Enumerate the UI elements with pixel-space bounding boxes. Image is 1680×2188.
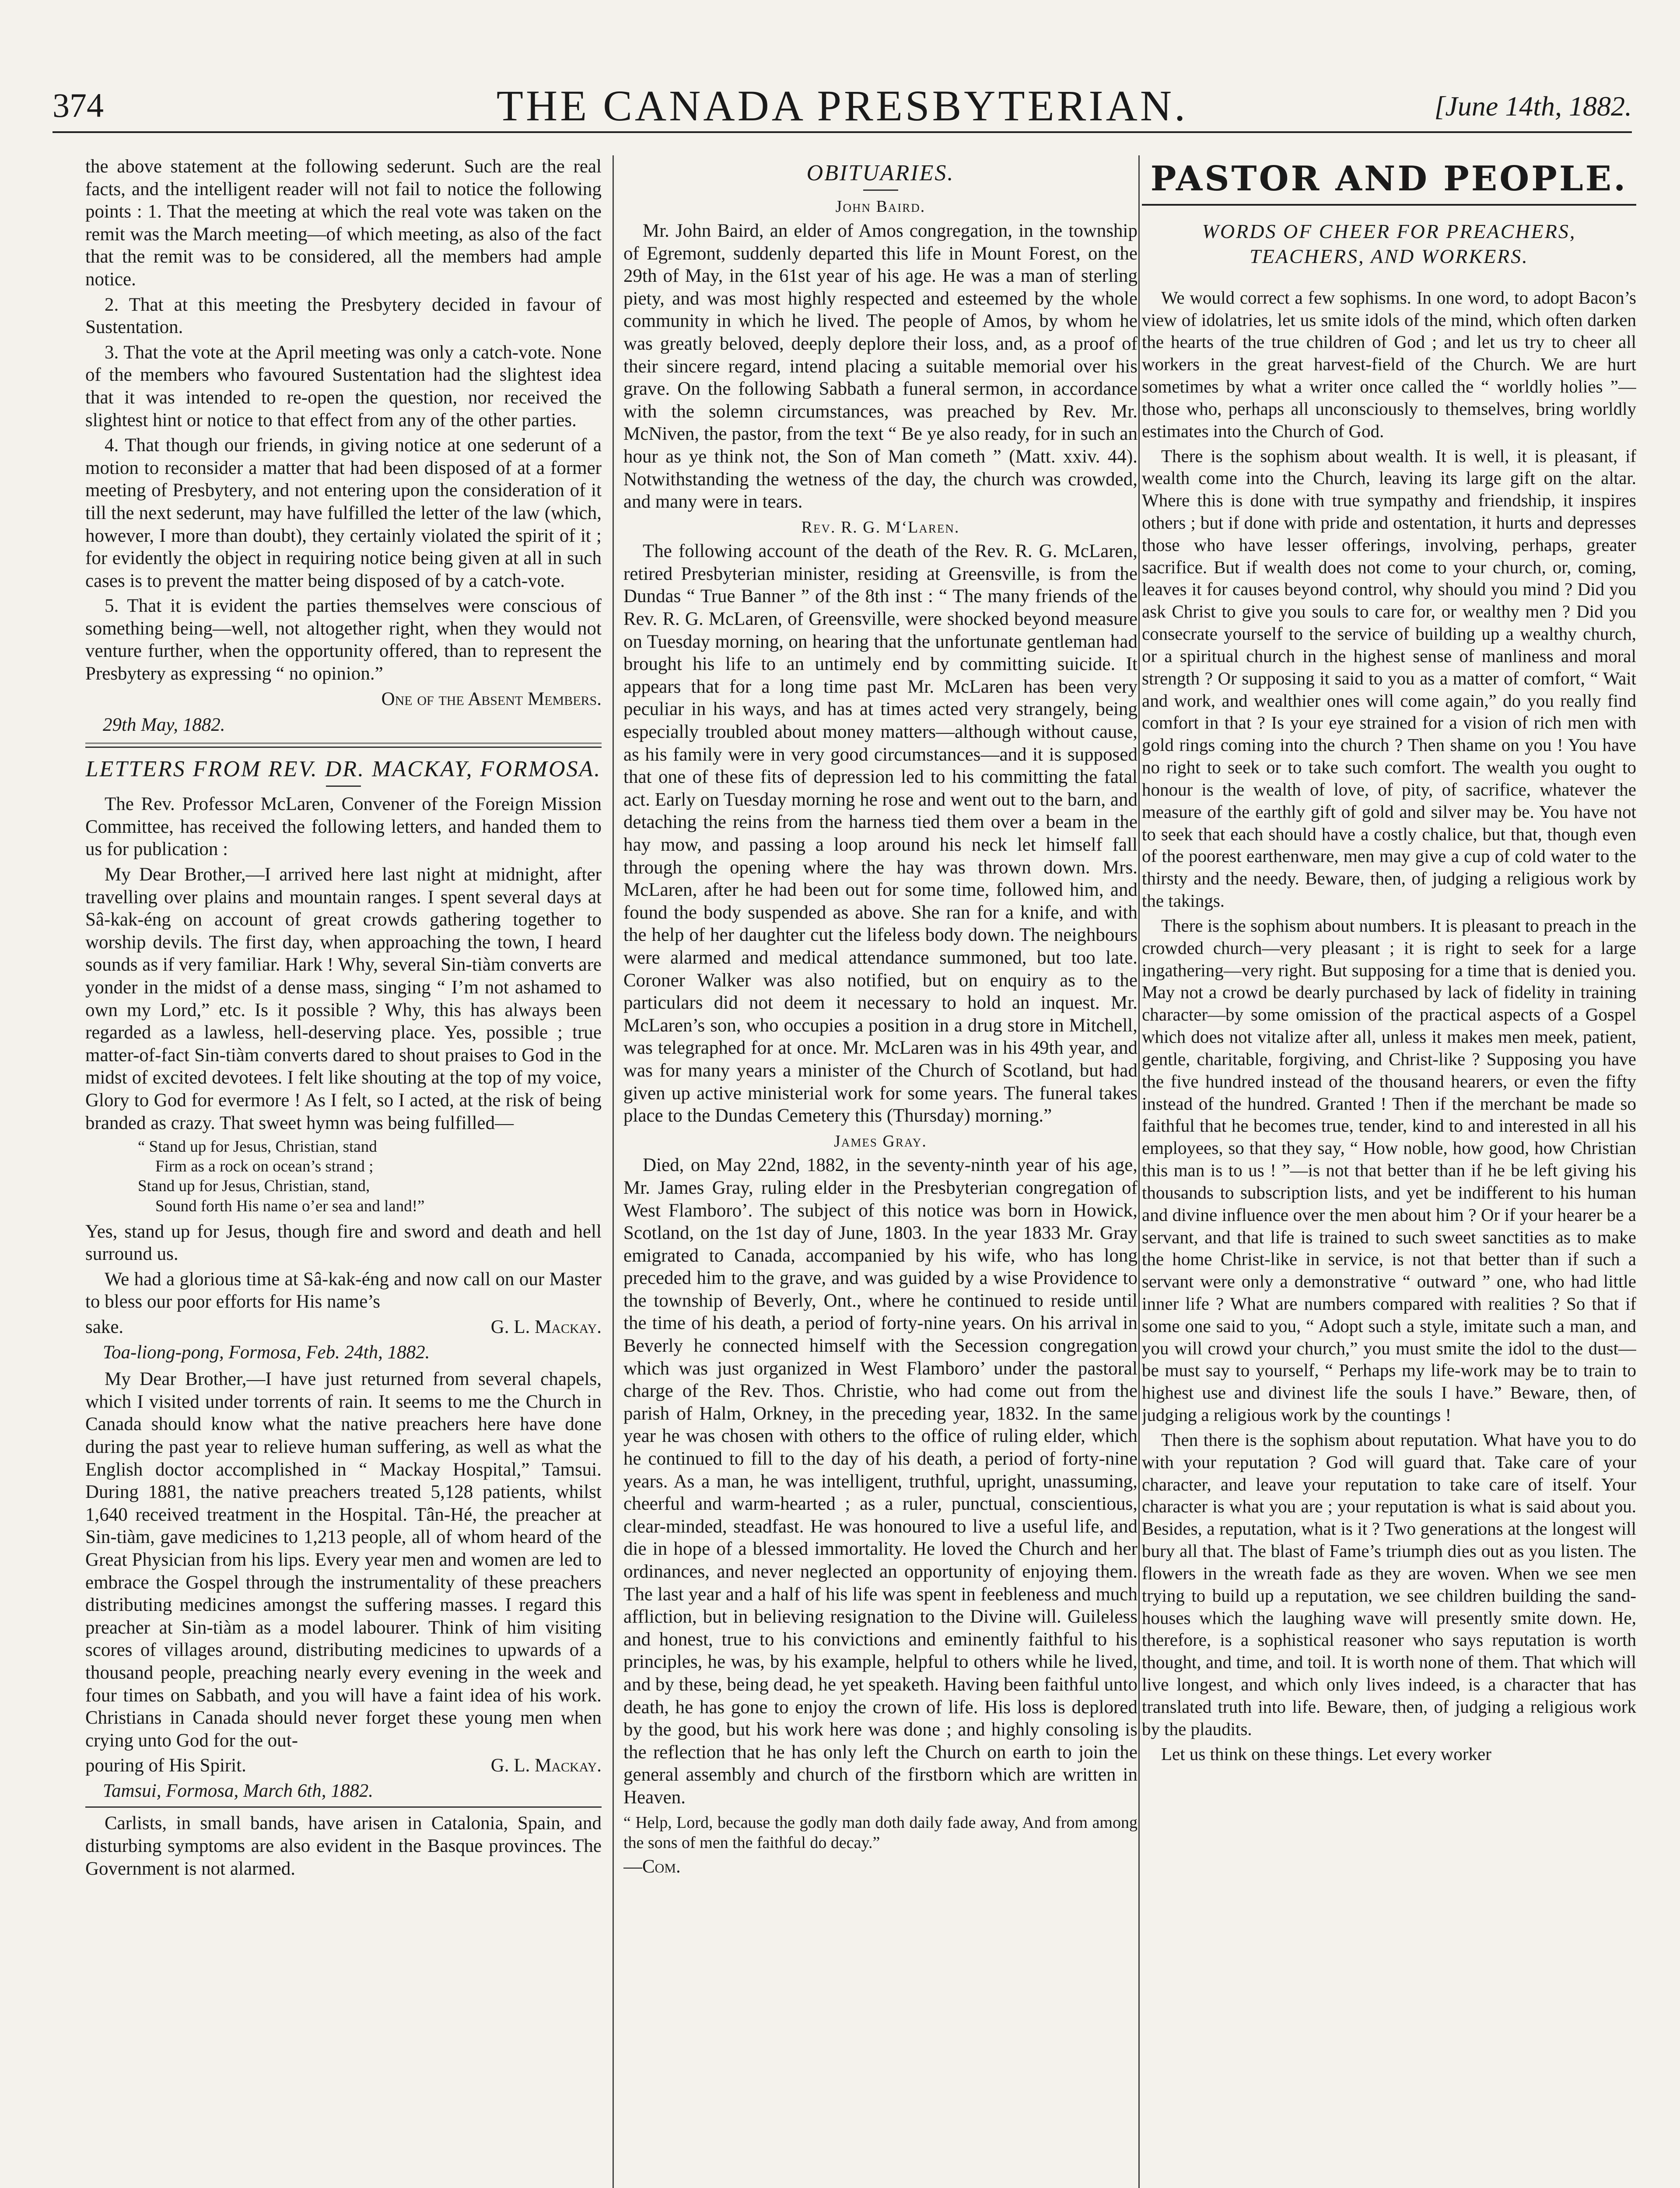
article-title: WORDS OF CHEER FOR PREACHERS, TEACHERS, AND WORKERS. — [1202, 220, 1576, 268]
verse-line: “ Stand up for Jesus, Christian, stand — [138, 1138, 377, 1156]
paragraph: The Rev. Professor McLaren, Convener of the Foreign Mission Committee, has received the following letters, and handed them to us for publication : — [85, 794, 602, 860]
paragraph: 2. That at this meeting the Presbytery decided in favour of Sustentation. — [85, 294, 602, 338]
dateline: 29th May, 1882. — [103, 715, 225, 736]
section-banner: PASTOR AND PEOPLE. — [1150, 159, 1628, 199]
page-header — [52, 74, 1632, 133]
article-title: LETTERS FROM REV. DR. MACKAY, FORMOSA. — [85, 756, 602, 782]
verse-line: Firm as a rock on ocean’s strand ; — [155, 1157, 374, 1176]
news-paragraph: Carlists, in small bands, have arisen in Catalonia, Spain, and disturbing symptoms are also evident in the Basque provinces. The Government is not alarmed. — [85, 1813, 602, 1879]
paragraph: Yes, stand up for Jesus, though fire and sword and death and hell surround us. — [85, 1221, 602, 1265]
paragraph: Mr. John Baird, an elder of Amos congregation, in the township of Egremont, suddenly departed this life in Mount Forest, on the 29th of May, in the 61st year of his age. He was a man of sterling piety, and was most highly respected and esteemed by the whole community in which he lived. The people of Amos, by whom he was greatly beloved, deeply deplore their loss, and, as a proof of their sincere regard, intend placing a suitable memorial over his grave. On the following Sabbath a funeral sermon, in accordance with the solemn circumstances, was preached by Rev. Mr. McNiven, the pastor, from the text “ Be ye also ready, for in such an hour as ye think not, the Son of Man cometh ” (Matt. xxiv. 44). Notwithstanding the wetness of the day, the church was crowded, and many were in tears. — [623, 220, 1138, 512]
signature: G. L. Mackay. — [490, 1317, 602, 1338]
obituary-name: James Gray. — [834, 1132, 927, 1150]
letter-paragraph: My Dear Brother,—I arrived here last night at midnight, after travelling over plains and mountain ranges. I spent several days at Sâ-kak-éng on account of great crowds gathering together to worship devils. The first day, when approaching the town, I heard sounds as if very familiar. Hark ! Why, several Sin-tiàm converts are yonder in the midst of a dense mass, singing “ I’m not ashamed to own my Lord,” etc. Is it possible ? Why, this has always been regarded as a lawless, hell-deserving place. Yes, possible ; true matter-of-fact Sin-tiàm converts dared to shout praises to God in the midst of excited devotees. I felt like shouting at the top of my voice, Glory to God for evermore ! As I felt, so I acted, at the risk of being branded as crazy. That sweet hymn was being fulfilled— — [85, 864, 602, 1133]
column-left — [85, 155, 602, 2188]
letter-place-date: Toa-liong-pong, Formosa, Feb. 24th, 1882. — [103, 1342, 430, 1363]
banner-rule — [1142, 204, 1636, 206]
page-number: 374 — [52, 86, 104, 124]
paragraph: We had a glorious time at Sâ-kak-éng and now call on our Master to bless our poor efforts for His name’s — [85, 1269, 602, 1312]
paragraph: 4. That though our friends, in giving notice at one sederunt of a motion to reconsider a matter that had been disposed of at a former meeting of Presbytery, and not entering upon the consideration of it till the next sederunt, may have fulfilled the letter of the law (which, however, I more than doubt), they certainly violated the spirit of it ; for evidently the object in requiring notice being given at all in such cases is to prevent the matter being disposed of by a catch-vote. — [85, 435, 602, 591]
letter-place-date: Tamsui, Formosa, March 6th, 1882. — [103, 1780, 373, 1801]
paragraph: Then there is the sophism about reputation. What have you to do with your reputation ? God will guard that. Take care of your character, and leave your reputation to take care of itself. Your character is what you are ; your reputation is what is said about you. Besides, a reputation, what is it ? Two generations at the longest will bury all that. The blast of Fame’s triumph dies out as you listen. The flowers in the wreath fade as they are woven. When we see men trying to build up a reputation, we see children building the sand-houses which the laughing wave will presently smite down. He, therefore, is a sophistical reasoner who says reputation is worth thought, and time, and toil. It is worth none of them. That which will live longest, and which only lives indeed, is a character that has translated truth into life. Beware, then, of judging a religious work by the plaudits. — [1142, 1429, 1636, 1739]
paragraph: There is the sophism about numbers. It is pleasant to preach in the crowded church—very pleasant ; it is right to seek for a large ingathering—very right. But supposing for a time that is denied you. May not a crowd be dearly purchased by lack of fidelity in training character—by some omission of the practical aspects of a Gospel which does not vitalize after all, unless it makes men meek, patient, gentle, charitable, forgiving, and Christ-like ? Supposing you have the five hundred instead of the thousand hearers, or even the fifty instead of the hundred. Granted ! Then if the merchant be made so faithful that he becomes true, tender, kind to and interested in all his employees, so that they say, “ How noble, how good, how Christian this man is to us ! ”—is not that better than if he be left giving his thousands to subscription lists, and yet be indifferent to his human and divine influence over the men about him ? Or if your hearer be a servant, and that life is trained to such sweet sanctities as to make the home Christ-like in service, is not that better than if such a servant were only a demonstrative “ outward ” one, who had little inner life ? What are numbers compared with realities ? So that if some one said to you, “ Adopt such a style, imitate such a man, and you will crowd your church,” you must smite the idol to the dust—be must say to yourself, “ Perhaps my life-work may be to train to highest use and divinest life the souls I have.” Beware, then, of judging a religious work by the countings ! — [1142, 915, 1636, 1425]
section-divider — [85, 743, 602, 748]
title-rule — [326, 785, 361, 787]
signature: One of the Absent Members. — [381, 688, 602, 709]
verse-line: Stand up for Jesus, Christian, stand, — [138, 1177, 370, 1196]
hymn-verse — [138, 1137, 602, 1216]
letter-paragraph: My Dear Brother,—I have just returned from several chapels, which I visited under torrents of rain. It seems to me the Church in Canada should know what the native preachers here have done during the past year to relieve human suffering, as well as what the English doctor accomplished in “ Mackay Hospital,” Tamsui. During 1881, the native preachers treated 5,128 patients, whilst 1,640 received treatment in the Hospital. Tân-Hé, the preacher at Sin-tiàm, gave medicines to 1,213 people, all of whom heard of the Great Physician from his lips. Every year men and women are led to embrace the Gospel through the instrumentality of these preachers distributing medicines amongst the suffering masses. I regard this preacher at Sin-tiàm as a model labourer. Think of him visiting scores of villages around, distributing medicines to upwards of a thousand people, preaching nearly every evening in the week and four times on Sabbath, and you will have a faint idea of his work. Christians in Canada should never forget these young men when crying unto God for the out- — [85, 1369, 602, 1751]
title-rule — [863, 189, 898, 191]
signature-line — [85, 1316, 602, 1339]
paragraph: the above statement at the following sederunt. Such are the real facts, and the intelligent reader will not fail to notice the following points : 1. That the meeting at which the real vote was taken on the remit was the March meeting—of which meeting, as also of the fact that the remit was to be considered, all the members had ample notice. — [85, 156, 602, 290]
section-title: OBITUARIES. — [806, 161, 955, 186]
signature-line — [85, 1754, 602, 1777]
journal-title: THE CANADA PRESBYTERIAN. — [496, 81, 1188, 130]
issue-date: [June 14th, 1882. — [1434, 91, 1632, 122]
verse-line: Sound forth His name o’er sea and land!” — [155, 1197, 425, 1215]
column-divider — [1138, 155, 1140, 2188]
section-divider — [85, 1806, 602, 1808]
paragraph: There is the sophism about wealth. It is well, it is pleasant, if wealth come into the Church, leaving its large gift on the altar. Where this is done with true sympathy and friendship, it inspires others ; but if done with pride and ostentation, it hurts and depresses those who have lesser offerings, involving, perhaps, greater sacrifice. But if wealth does not come to your church, or, coming, leaves it for causes beyond control, why should you mind ? Did you ask Christ to give you souls to care for, or wealthy men ? Did you consecrate yourself to the service of building up a wealthy church, or a spiritual church in the highest sense of manliness and moral strength ? Or supposing it said to you as a matter of comfort, “ Wait and work, and wealthier ones will come again,” do you really find comfort in that ? Is your eye strained for a vision of rich men with gold rings coming into the church ? Then shame on you ! You have no right to seek or to take such comfort. The wealth you ought to honour is the wealth of love, of pity, of sacrifice, whatever the measure of the earthly gift of gold and silver may be. You have not to seek that each should have a costly chalice, but that, though even of the poorest earthenware, men may give a cup of cold water to the thirsty and the needy. Beware, then, of judging a religious work by the takings. — [1142, 445, 1636, 911]
paragraph: The following account of the death of the Rev. R. G. McLaren, retired Presbyterian minister, residing at Greensville, is from the Dundas “ True Banner ” of the 8th inst : “ The many friends of the Rev. R. G. McLaren, of Greensville, were shocked beyond measure on Tuesday morning, on hearing that the unfortunate gentleman had brought his life to an untimely end by committing suicide. It appears that for a long time past Mr. McLaren has been very peculiar in his ways, and has at times acted very strangely, being especially troubled about money matters—although without cause, as his family were in very good circumstances—and it is supposed that one of these fits of depression led to his committing the fatal act. Early on Tuesday morning he rose and went out to the barn, and detaching the reins from the harness tied them over a beam in the hay mow, and passing a loop around his neck let himself fall through the opening where the hay was thrown down. Mrs. McLaren, after he had been out for some time, followed him, and found the body suspended as above. She ran for a knife, and with the help of her daughter cut the lifeless body down. The neighbours were alarmed and medical attendance summoned, but too late. Coroner Walker was also notified, but on enquiry as to the particulars did not deem it necessary to hold an inquest. Mr. McLaren’s son, who occupies a position in a drug store in Mitchell, was telegraphed for at once. Mr. McLaren was in his 49th year, and was for many years a minister of the Church of Scotland, but had given up active ministerial work for some years. The funeral takes place to the Dundas Cemetery this (Thursday) morning.” — [623, 541, 1138, 1126]
paragraph: 3. That the vote at the April meeting was only a catch-vote. None of the members who favoured Sustentation had the slightest idea that it was intended to re-open the question, nor received the slightest hint or notice to that effect from any of the other parties. — [85, 342, 602, 431]
obituary-name: Rev. R. G. M‘Laren. — [801, 518, 960, 536]
line-end: sake. — [85, 1317, 124, 1338]
obituary-name: John Baird. — [835, 197, 926, 216]
column-middle — [623, 155, 1138, 2188]
line-end: pouring of His Spirit. — [85, 1755, 246, 1776]
paragraph: We would correct a few sophisms. In one word, to adopt Bacon’s view of idolatries, let us smite idols of the mind, which often darken the hearts of the true children of God ; and let us try to cheer all workers in the great harvest-field of the Church. We are hurt sometimes by what a writer once called the “ worldly holies ”—those who, perhaps all unconsciously to themselves, bring worldly estimates into the Church of God. — [1142, 287, 1636, 441]
author-initials: —Com. — [623, 1856, 681, 1877]
signature: G. L. Mackay. — [490, 1755, 602, 1776]
paragraph: Died, on May 22nd, 1882, in the seventy-ninth year of his age, Mr. James Gray, ruling elder in the Presbyterian congregation of West Flamboro’. The subject of this notice was born in Howick, Scotland, on the 1st day of June, 1803. In the year 1833 Mr. Gray emigrated to Canada, accompanied by his wife, who has long preceded him to the grave, and was guided by a wise Providence to the township of Beverly, Ont., where he continued to reside until the time of his death, a period of forty-nine years. On his arrival in Beverly he connected himself with the Secession congregation which was just organized in West Flamboro’ under the pastoral charge of the Rev. Thos. Christie, who had come out from the parish of Halm, Orkney, in the preceding year, 1832. In the same year he was chosen with others to the office of ruling elder, which he continued to fill to the day of his death, a period of forty-nine years. As a man, he was intelligent, truthful, upright, unassuming, cheerful and warm-hearted ; as a ruler, punctual, conscientious, clear-minded, steadfast. He was honoured to live a useful life, and die in hope of a blessed immortality. He loved the Church and her ordinances, and never neglected an opportunity of enjoying them. The last year and a half of his life was spent in feebleness and much affliction, but in believing resignation to the Divine will. Guileless and honest, true to his convictions and eminently faithful to his principles, he was, by his example, helpful to others while he lived, and by these, being dead, he yet speaketh. Having been faithful unto death, he has gone to enjoy the crown of life. His loss is deplored by the good, but his work here was done ; and highly consoling is the reflection that he has only left the Church on earth to join the general assembly and church of the firstborn which are written in Heaven. — [623, 1155, 1138, 1808]
paragraph: 5. That it is evident the parties themselves were conscious of something being—well, not altogether right, when they would not venture further, when the opportunity offered, than to represent the Presbytery as expressing “ no opinion.” — [85, 596, 602, 684]
column-divider — [612, 155, 614, 2188]
closing-quote: “ Help, Lord, because the godly man doth daily fade away, And from among the sons of men the faithful do decay.” — [623, 1813, 1138, 1852]
column-right — [1142, 155, 1636, 2188]
paragraph: Let us think on these things. Let every worker — [1161, 1743, 1491, 1764]
